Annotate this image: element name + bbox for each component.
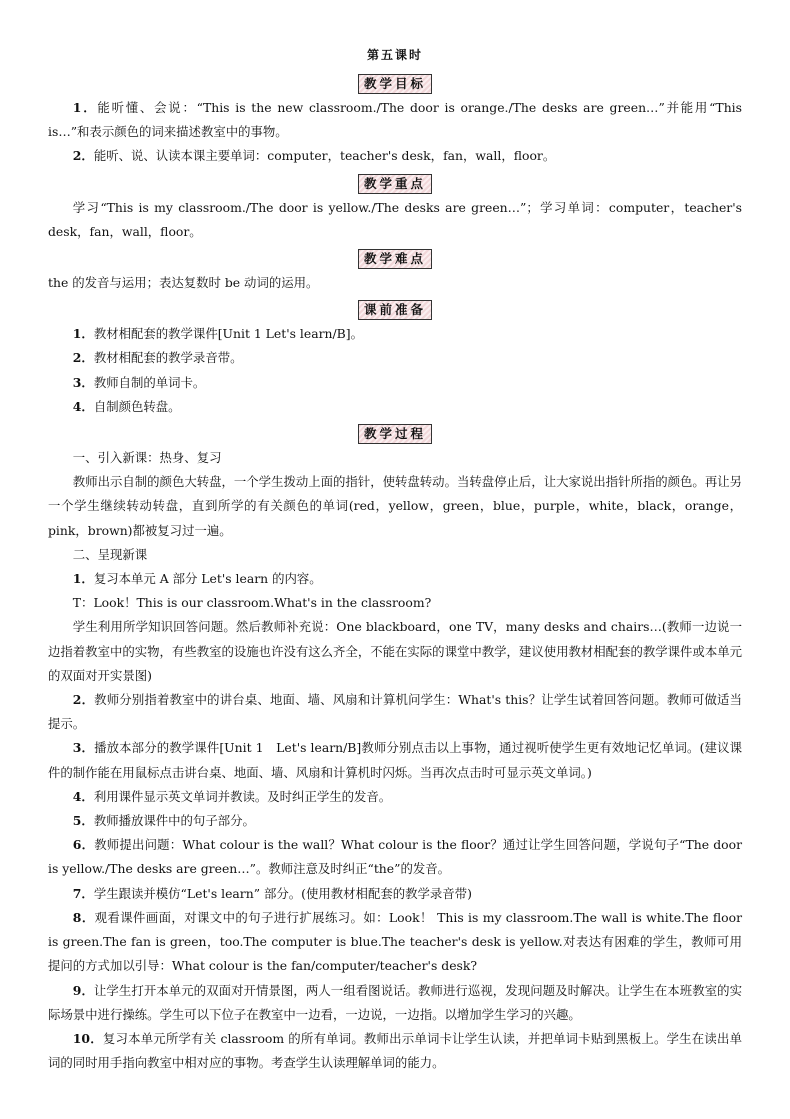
- process-step: 7．学生跟读并模仿“Let's learn” 部分。(使用教材相配套的教学录音带): [72, 885, 472, 901]
- goal-item: 1．能听懂、会说：“This is the new classroom./The door is orange./The desks are green…”并能用“This is…”和表示颜色的词来描述教室中的事物。: [48, 100, 742, 140]
- section-heading-goals: 教学目标: [358, 74, 432, 94]
- process-part1-heading: 一、引入新课：热身、复习: [72, 450, 222, 466]
- process-dialog: T：Look！This is our classroom.What's in the classroom?: [72, 595, 432, 611]
- process-step: 6．教师提出问题：What colour is the wall？What colour is the floor？通过让学生回答问题，学说句子“The door is yellow./The desks are green…”。教师注意及时纠正“the”的发音。: [48, 837, 742, 877]
- section-goals-wrap: [48, 73, 742, 93]
- section-heading-key: 教学重点: [358, 174, 432, 194]
- section-heading-difficult: 教学难点: [358, 249, 432, 269]
- process-step: 10．复习本单元所学有关 classroom 的所有单词。教师出示单词卡让学生认读，并把单词卡贴到黑板上。学生在读出单词的同时用手指向教室中相对应的事物。考查学生认读理解单词的能力。: [48, 1030, 742, 1071]
- section-heading-prep: 课前准备: [358, 300, 432, 320]
- prep-item: 1．教材相配套的教学课件[Unit 1 Let's learn/B]。: [72, 326, 364, 342]
- section-prep-wrap: [48, 299, 742, 319]
- document-page: [48, 46, 742, 1075]
- section-key-wrap: [48, 173, 742, 193]
- difficult-text: the 的发音与运用；表达复数时 be 动词的运用。: [48, 275, 319, 291]
- process-step: 2．教师分别指着教室中的讲台桌、地面、墙、风扇和计算机问学生：What's this？让学生试着回答问题。教师可做适当提示。: [48, 692, 742, 732]
- lesson-title: 第五课时: [366, 48, 423, 62]
- process-step: 8．观看课件画面，对课文中的句子进行扩展练习。如：Look！ This is my classroom.The wall is white.The floor is green.The fan is green，too.The computer is blue.The teacher's desk is yellow.对表达有困难的学生，教师可用提问的方式加以引导：What colour is the fan/computer/teacher's desk?: [48, 909, 743, 974]
- prep-item: 3．教师自制的单词卡。: [72, 374, 206, 390]
- process-step: 4．利用课件显示英文单词并教读。及时纠正学生的发音。: [72, 788, 392, 804]
- process-step: 9．让学生打开本单元的双面对开情景图，两人一组看图说话。教师进行巡视，发现问题及时解决。让学生在本班教室的实际场景中进行操练。学生可以下位子在教室中一边看，一边说，一边指。以增加学生学习的兴趣。: [48, 982, 743, 1022]
- process-part1-text: 教师出示自制的颜色大转盘，一个学生拨动上面的指针，使转盘转动。当转盘停止后，让大家说出指针所指的颜色。再让另一个学生继续转动转盘，直到所学的有关颜色的单词(red，yellow，green，blue，purple，white，black，orange，pink，brown)都被复习过一遍。: [48, 474, 742, 538]
- section-process-wrap: [48, 423, 742, 443]
- process-part2-heading: 二、呈现新课: [72, 546, 148, 562]
- process-step: 5．教师播放课件中的句子部分。: [72, 813, 255, 829]
- process-step: 3．播放本部分的教学课件[Unit 1 Let's learn/B]教师分别点击以上事物，通过视听使学生更有效地记忆单词。(建议课件的制作能在用鼠标点击讲台桌、地面、墙、风扇和计算机时闪烁。当再次点击时可显示英文单词。): [48, 740, 742, 780]
- process-step1-text: 学生利用所学知识回答问题。然后教师补充说：One blackboard，one TV，many desks and chairs…(教师一边说一边指着教室中的实物，有些教室的设施也许没有这么齐全，不能在实际的课堂中教学，建议使用教材相配套的教学课件或本单元的双面对开实景图): [48, 619, 742, 683]
- section-heading-process: 教学过程: [358, 424, 432, 444]
- section-difficult-wrap: [48, 248, 742, 268]
- prep-item: 4．自制颜色转盘。: [72, 398, 181, 414]
- goal-item: 2．能听、说、认读本课主要单词：computer，teacher's desk，fan，wall，floor。: [72, 148, 556, 164]
- key-text: 学习“This is my classroom./The door is yellow./The desks are green…”；学习单词：computer，teacher's desk，fan，wall，floor。: [48, 199, 742, 239]
- prep-item: 2．教材相配套的教学录音带。: [72, 350, 243, 366]
- process-step: 1．复习本单元 A 部分 Let's learn 的内容。: [72, 571, 322, 587]
